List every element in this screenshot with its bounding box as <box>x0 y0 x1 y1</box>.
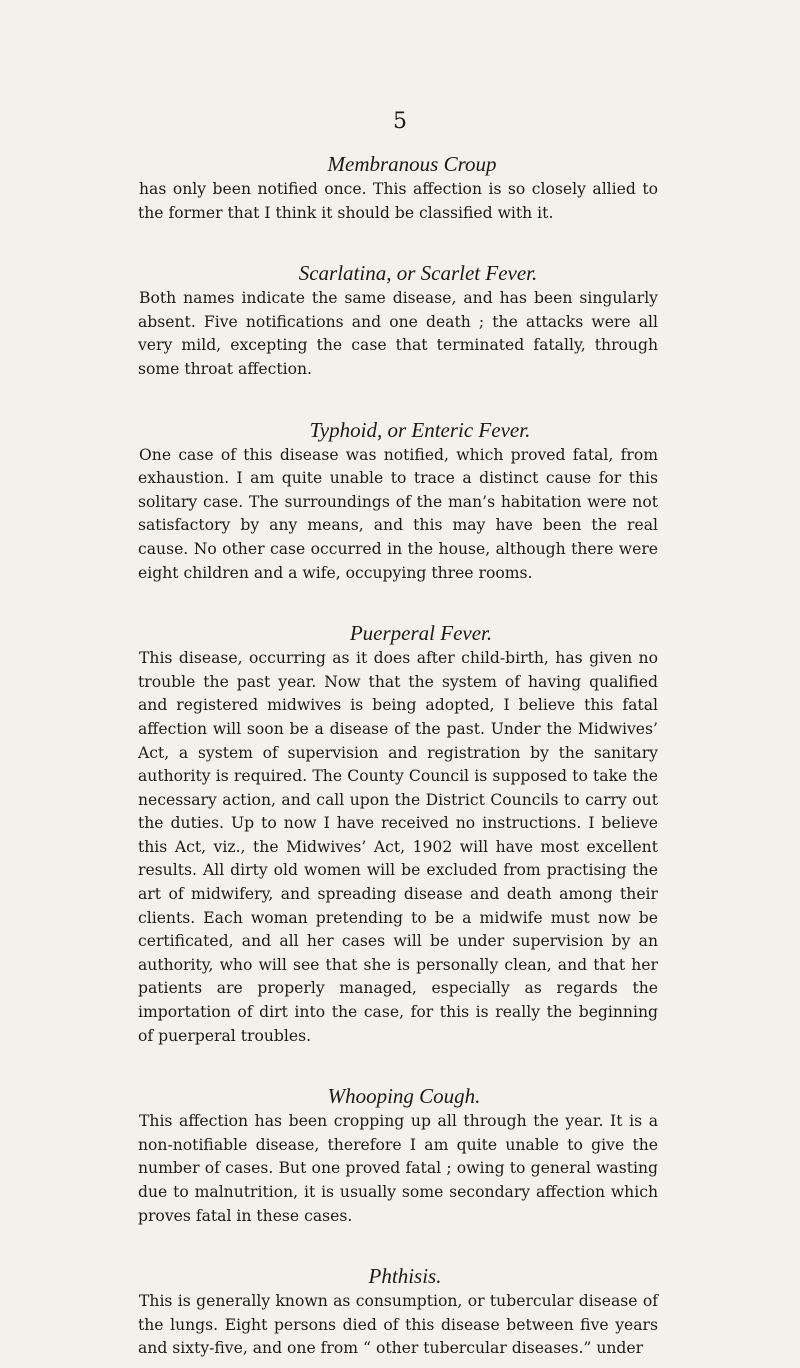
section-typhoid <box>138 416 658 586</box>
spacer <box>138 585 658 619</box>
spacer <box>138 1228 658 1262</box>
section-heading: Phthisis. <box>368 1264 442 1289</box>
section-paragraph: One case of this disease was notified, which proved fatal, from exhaustion. I am quite unable to trace a distinct cause for this solitary case. The surroundings of the man’s habitation were not satisfactory by any means, and this may have been the real cause. No other case occurred in the house, although there were eight children and a wife, occupying three rooms. <box>138 445 658 582</box>
spacer <box>138 382 658 416</box>
spacer <box>138 1048 658 1082</box>
section-whooping-cough <box>138 1082 658 1228</box>
section-phthisis <box>138 1262 658 1361</box>
section-paragraph: This affection has been cropping up all through the year. It is a non-notifiable disease, therefore I am quite unable to give the number of cases. But one proved fatal ; owing to general wasting due to malnutrition, it is usually some secondary affection which proves fatal in these cases. <box>138 1112 658 1225</box>
page-number: 5 <box>393 109 407 134</box>
section-heading: Membranous Croup <box>327 152 497 176</box>
section-heading: Whooping Cough. <box>327 1084 481 1109</box>
section-heading: Scarlatina, or Scarlet Fever. <box>298 261 538 286</box>
section-scarlatina <box>138 259 658 381</box>
section-paragraph: has only been notified once. This affection is so closely allied to the former that I think it should be classified with it. <box>138 180 658 222</box>
text-column <box>138 150 658 1361</box>
section-paragraph: Both names indicate the same disease, and has been singularly absent. Five notifications and one death ; the attacks were all very mild, excepting the case that terminated fatally, through some throat affection. <box>138 289 658 378</box>
section-paragraph: This disease, occurring as it does after child-birth, has given no trouble the past year. Now that the system of having qualified and registered midwives is being adopted, I believe this fatal affection will soon be a disease of the past. Under the Midwives’ Act, a system of supervision and registration by the sanitary authority is required. The County Council is supposed to take the necessary action, and call upon the District Councils to carry out the duties. Up to now I have received no instructions. I believe this Act, viz., the Midwives’ Act, 1902 will have most excellent results. All dirty old women will be excluded from practising the art of midwifery, and spreading disease and death among their clients. Each woman pretending to be a midwife must now be certificated, and all her cases will be under supervision by an authority, who will see that she is personally clean, and that her patients are properly managed, especially as regards the importation of dirt into the case, for this is really the beginning of puerperal troubles. <box>138 649 658 1045</box>
section-paragraph: This is generally known as consumption, or tubercular disease of the lungs. Eight persons died of this disease between five years and sixty-five, and one from “ other tubercular diseases.” under <box>138 1292 658 1358</box>
section-membranous-croup <box>138 150 658 225</box>
section-puerperal-fever <box>138 619 658 1048</box>
section-heading: Typhoid, or Enteric Fever. <box>309 417 531 442</box>
spacer <box>138 225 658 259</box>
section-heading: Puerperal Fever. <box>349 621 493 646</box>
